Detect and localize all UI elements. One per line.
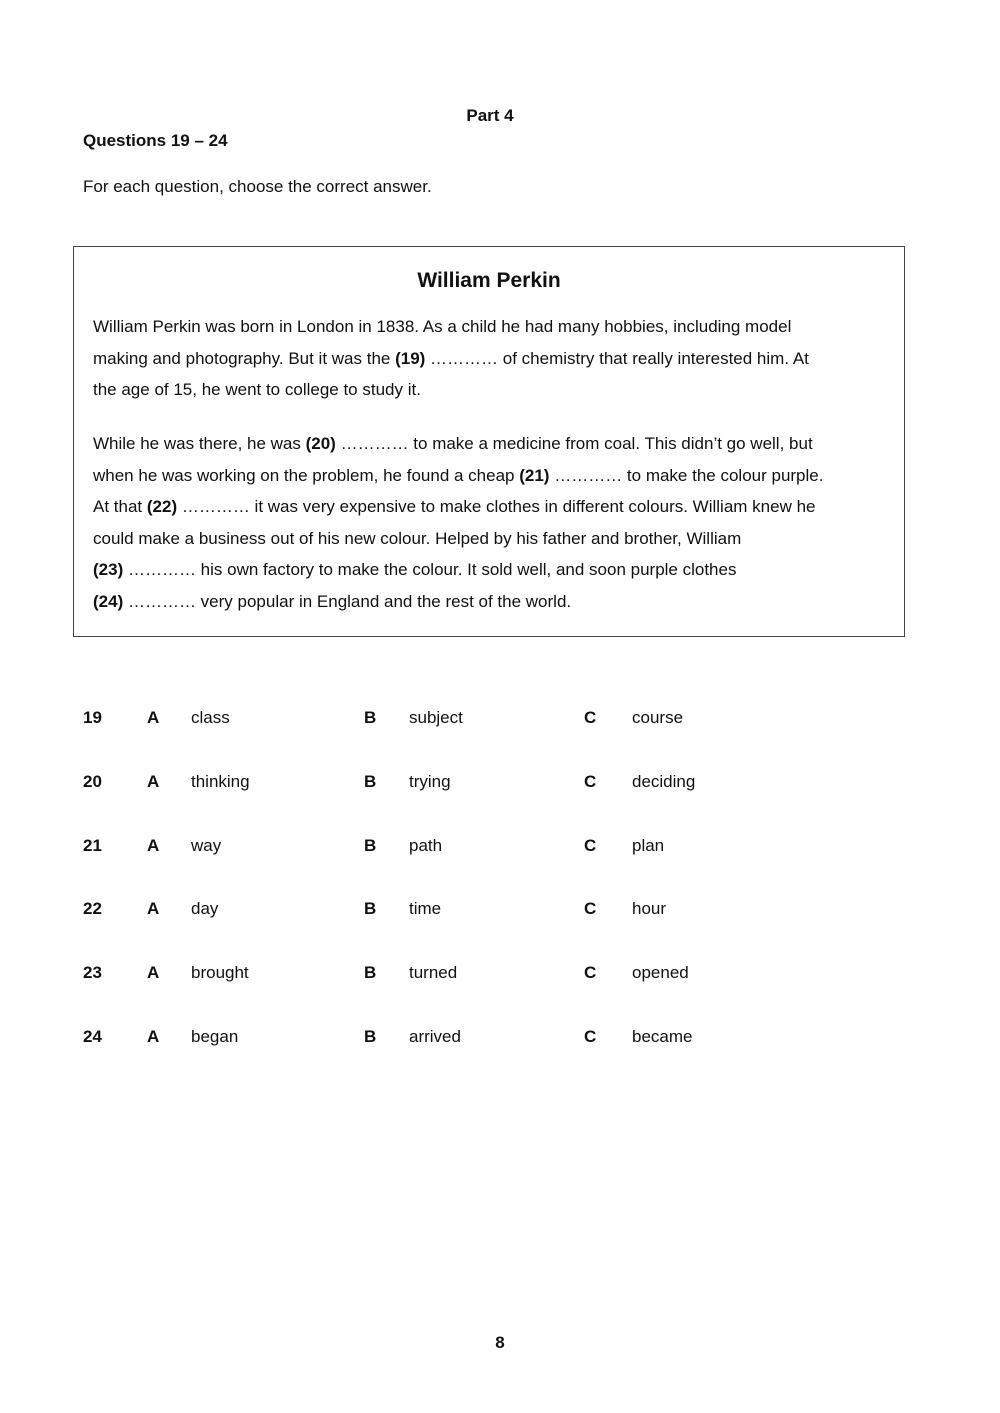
passage-line: the age of 15, he went to college to study it. [93, 380, 421, 400]
passage-text: ………… very popular in England and the rest of the world. [123, 591, 572, 611]
option-b[interactable]: subject [409, 708, 463, 727]
option-letter-c[interactable]: C [584, 963, 597, 983]
option-b[interactable]: time [409, 899, 442, 919]
option-letter-a[interactable]: A [147, 835, 160, 855]
option-letter-b[interactable]: B [364, 708, 377, 727]
question-row-21 [0, 828, 1000, 892]
option-a[interactable]: began [191, 1026, 239, 1046]
question-row-24 [0, 1019, 1000, 1083]
option-letter-b[interactable]: B [364, 1026, 377, 1046]
option-letter-b[interactable]: B [364, 899, 377, 919]
passage-line [93, 554, 893, 586]
option-letter-a[interactable]: A [147, 708, 160, 727]
question-number: 22 [83, 899, 102, 919]
option-c[interactable]: hour [632, 899, 667, 919]
question-row-19 [0, 700, 1000, 764]
question-number: 21 [83, 835, 102, 855]
option-letter-a[interactable]: A [147, 771, 160, 791]
question-row-22 [0, 891, 1000, 955]
questions-heading: Questions 19 – 24 [83, 131, 228, 150]
passage-box [73, 246, 905, 637]
question-row-23 [0, 955, 1000, 1019]
passage-line [93, 428, 893, 460]
passage-text: ………… it was very expensive to make clothes in different colours. William knew he [177, 497, 816, 517]
passage-text: ………… to make the colour purple. [549, 465, 824, 485]
gap-number-22: (22) [146, 497, 178, 517]
passage-text: At that [93, 497, 147, 517]
option-letter-c[interactable]: C [584, 899, 597, 919]
option-letter-c[interactable]: C [584, 708, 597, 727]
option-a[interactable]: brought [191, 963, 249, 983]
part-title: Part 4 [466, 106, 514, 125]
option-letter-b[interactable]: B [364, 771, 377, 791]
option-c[interactable]: course [632, 708, 684, 727]
option-a[interactable]: thinking [191, 771, 250, 791]
passage-line [93, 460, 893, 492]
passage-line: could make a business out of his new colour. Helped by his father and brother, William [93, 528, 742, 548]
option-letter-c[interactable]: C [584, 1026, 597, 1046]
option-letter-c[interactable]: C [584, 835, 597, 855]
option-letter-c[interactable]: C [584, 771, 597, 791]
gap-number-21: (21) [519, 465, 550, 485]
option-c[interactable]: plan [632, 835, 665, 855]
passage-text: when he was working on the problem, he found a cheap [93, 465, 520, 485]
passage-line: William Perkin was born in London in 1838. As a child he had many hobbies, including model [93, 317, 792, 336]
instructions-text: For each question, choose the correct answer. [83, 177, 432, 196]
option-letter-a[interactable]: A [147, 899, 160, 919]
question-number: 20 [83, 771, 102, 791]
option-c[interactable]: became [632, 1026, 693, 1046]
option-a[interactable]: class [191, 708, 230, 727]
option-a[interactable]: way [191, 835, 222, 855]
option-letter-a[interactable]: A [147, 963, 160, 983]
passage-text: ………… of chemistry that really interested him. At [425, 348, 809, 368]
answer-options [0, 700, 1000, 1083]
option-b[interactable]: turned [409, 963, 458, 983]
passage-text: ………… to make a medicine from coal. This didn’t go well, but [335, 434, 813, 453]
question-row-20 [0, 764, 1000, 828]
option-a[interactable]: day [191, 899, 219, 919]
gap-number-23: (23) [93, 560, 124, 580]
option-letter-b[interactable]: B [364, 963, 377, 983]
option-letter-a[interactable]: A [147, 1026, 160, 1046]
option-letter-b[interactable]: B [364, 835, 377, 855]
gap-number-24: (24) [93, 591, 124, 611]
passage-paragraph-2 [93, 428, 893, 618]
passage-line [93, 343, 893, 375]
question-number: 24 [83, 1026, 102, 1046]
passage-title: William Perkin [417, 269, 561, 292]
passage-text: While he was there, he was [93, 434, 306, 453]
passage-text: ………… his own factory to make the colour. It sold well, and soon purple clothes [123, 560, 737, 580]
passage-paragraph-1 [93, 311, 893, 406]
page-number: 8 [495, 1333, 505, 1352]
option-b[interactable]: trying [409, 771, 451, 791]
option-c[interactable]: deciding [632, 771, 696, 791]
passage-text: making and photography. But it was the [93, 348, 396, 368]
question-number: 23 [83, 963, 102, 983]
option-b[interactable]: path [409, 835, 443, 855]
option-b[interactable]: arrived [409, 1026, 461, 1046]
passage-line [93, 586, 893, 618]
passage-line [93, 491, 893, 523]
question-number: 19 [83, 708, 102, 727]
gap-number-20: (20) [305, 434, 336, 453]
gap-number-19: (19) [395, 348, 426, 368]
option-c[interactable]: opened [632, 963, 689, 983]
